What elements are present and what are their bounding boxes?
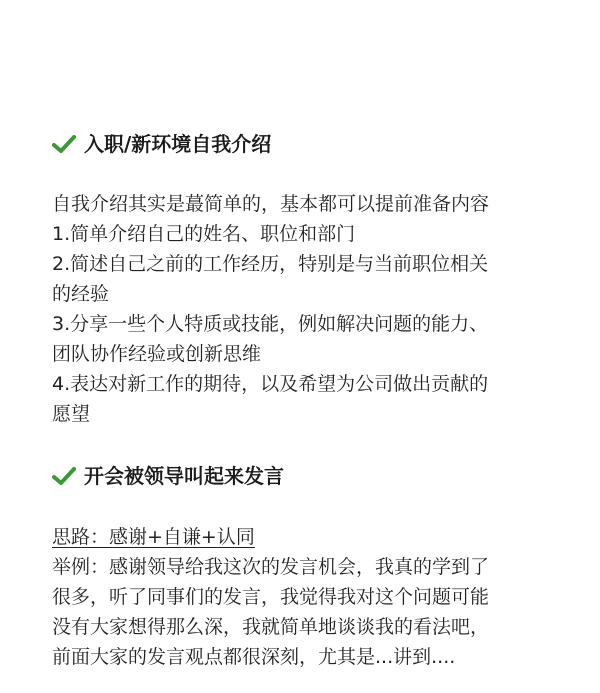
body-line: 的经验	[52, 283, 110, 305]
body-line: 很多，听了同事们的发言，我觉得我对这个问题可能	[52, 586, 490, 608]
body-line: 4.表达对新工作的期待，以及希望为公司做出贡献的	[52, 373, 489, 395]
body-line: 没有大家想得那么深，我就简单地谈谈我的看法吧，	[52, 616, 490, 638]
body-line: 前面大家的发言观点都很深刻，尤其是...讲到....	[52, 646, 456, 668]
section-header-intro	[52, 130, 271, 158]
body-line: 愿望	[52, 403, 91, 425]
section-header-meeting	[52, 462, 284, 490]
body-line: 自我介绍其实是蕞简单的，基本都可以提前准备内容	[52, 193, 490, 215]
body-line: 1.简单介绍自己的姓名、职位和部门	[52, 223, 356, 245]
idea-line: 思路：感谢+自谦+认同	[52, 526, 255, 548]
body-line: 团队协作经验或创新思维	[52, 343, 262, 365]
check-icon	[52, 466, 76, 486]
check-icon	[52, 134, 76, 154]
section-body-intro	[52, 189, 552, 429]
body-line: 3.分享一些个人特质或技能，例如解决问题的能力、	[52, 313, 489, 335]
section-body-meeting	[52, 522, 552, 672]
body-line: 2.简述自己之前的工作经历，特别是与当前职位相关	[52, 253, 489, 275]
section-title-meeting: 开会被领导叫起来发言	[84, 464, 284, 488]
section-title-intro: 入职/新环境自我介绍	[84, 132, 272, 156]
body-line: 举例：感谢领导给我这次的发言机会，我真的学到了	[52, 556, 490, 578]
